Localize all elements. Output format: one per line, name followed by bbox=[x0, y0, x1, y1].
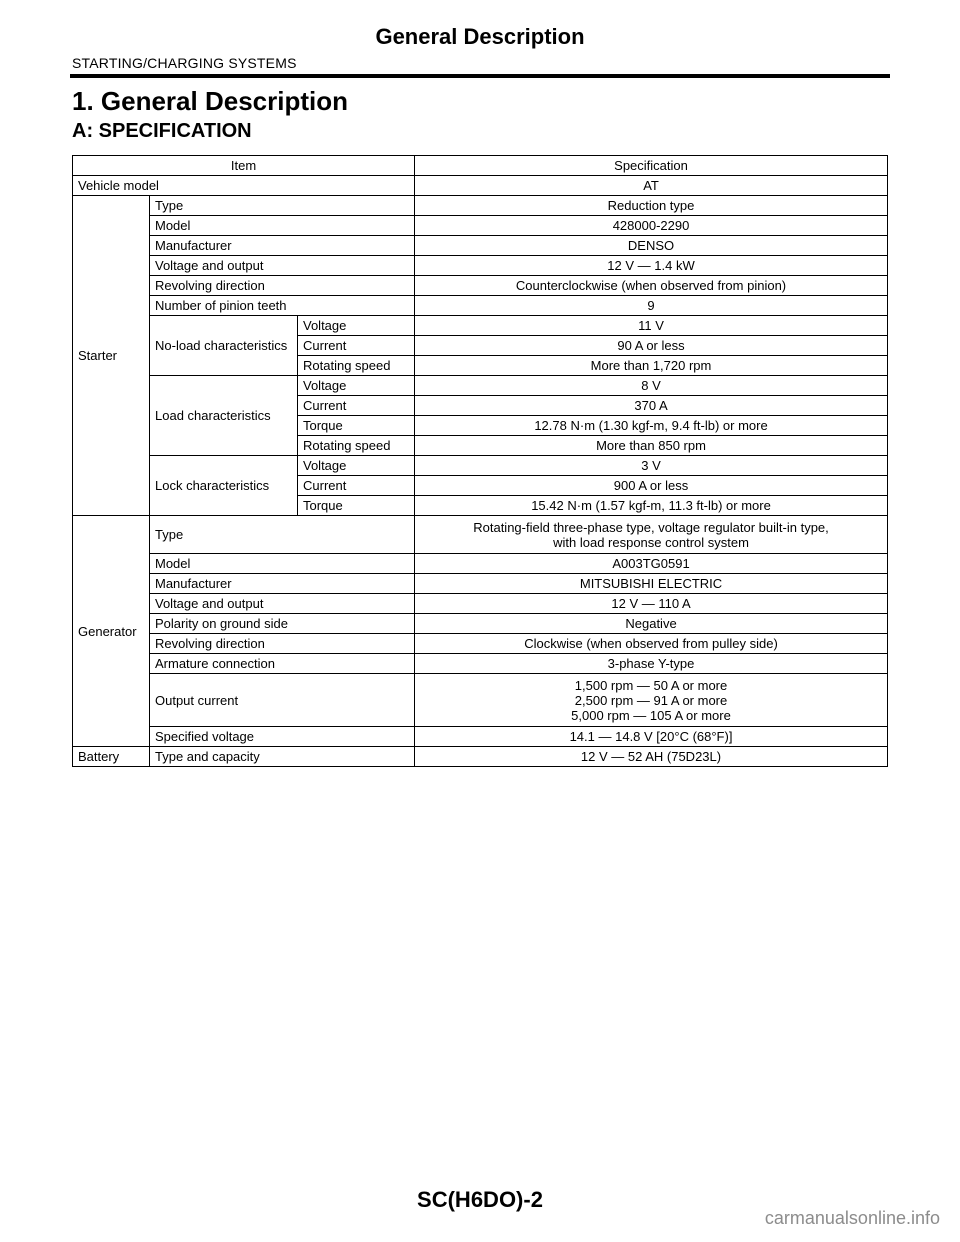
table-row bbox=[73, 516, 888, 554]
heading-general-description: 1. General Description bbox=[72, 86, 348, 116]
row-value: 11 V bbox=[415, 316, 888, 336]
row-label: Voltage and output bbox=[150, 256, 415, 276]
row-value: Reduction type bbox=[415, 196, 888, 216]
row-value: DENSO bbox=[415, 236, 888, 256]
row-label: Manufacturer bbox=[150, 574, 415, 594]
row-value: 3 V bbox=[415, 456, 888, 476]
watermark: carmanualsonline.info bbox=[764, 1208, 940, 1228]
row-label: Rotating speed bbox=[298, 436, 415, 456]
table-row bbox=[73, 654, 888, 674]
row-value: A003TG0591 bbox=[415, 554, 888, 574]
row-label: Armature connection bbox=[150, 654, 415, 674]
row-label: Current bbox=[298, 476, 415, 496]
row-value: Counterclockwise (when observed from pinion) bbox=[415, 276, 888, 296]
row-value: 12.78 N·m (1.30 kgf-m, 9.4 ft-lb) or more bbox=[415, 416, 888, 436]
table-row bbox=[73, 296, 888, 316]
output-current-line-3: 5,000 rpm — 105 A or more bbox=[571, 707, 731, 723]
row-label: Model bbox=[150, 554, 415, 574]
output-current-line-2: 2,500 rpm — 91 A or more bbox=[574, 692, 728, 708]
group-label-starter: Starter bbox=[73, 196, 150, 516]
row-value: 14.1 — 14.8 V [20°C (68°F)] bbox=[415, 727, 888, 747]
row-label: Current bbox=[298, 396, 415, 416]
heading-specification: A: SPECIFICATION bbox=[72, 120, 252, 142]
table-row bbox=[73, 196, 888, 216]
row-value: 3-phase Y-type bbox=[415, 654, 888, 674]
table-row bbox=[73, 376, 888, 396]
row-label: Voltage bbox=[298, 456, 415, 476]
row-value: 12 V — 52 AH (75D23L) bbox=[415, 747, 888, 767]
row-label: Voltage bbox=[298, 316, 415, 336]
row-label: Type and capacity bbox=[150, 747, 415, 767]
row-label: Revolving direction bbox=[150, 276, 415, 296]
row-value-multiline bbox=[415, 516, 888, 554]
table-row bbox=[73, 727, 888, 747]
row-label: Torque bbox=[298, 416, 415, 436]
group-label-generator: Generator bbox=[73, 516, 150, 747]
table-row bbox=[73, 316, 888, 336]
row-value: 90 A or less bbox=[415, 336, 888, 356]
section-name: STARTING/CHARGING SYSTEMS bbox=[72, 55, 297, 71]
row-label: Voltage and output bbox=[150, 594, 415, 614]
col-header-specification: Specification bbox=[415, 156, 888, 176]
output-current-line-1: 1,500 rpm — 50 A or more bbox=[574, 677, 728, 693]
subgroup-label-load: Load characteristics bbox=[150, 376, 298, 456]
table-row bbox=[73, 674, 888, 727]
table-row bbox=[73, 574, 888, 594]
row-label: Rotating speed bbox=[298, 356, 415, 376]
row-label: Type bbox=[150, 196, 415, 216]
row-value: 12 V — 110 A bbox=[415, 594, 888, 614]
row-label: Specified voltage bbox=[150, 727, 415, 747]
subgroup-label-noload: No-load characteristics bbox=[150, 316, 298, 376]
subgroup-label-lock: Lock characteristics bbox=[150, 456, 298, 516]
table-row bbox=[73, 554, 888, 574]
header-rule bbox=[70, 74, 890, 78]
table-row bbox=[73, 216, 888, 236]
row-value: 9 bbox=[415, 296, 888, 316]
table-row bbox=[73, 614, 888, 634]
specification-table bbox=[72, 155, 888, 767]
row-label: Type bbox=[150, 516, 415, 554]
generator-type-line-1: Rotating-field three-phase type, voltage regulator built-in type, bbox=[473, 519, 829, 535]
row-value: Clockwise (when observed from pulley side) bbox=[415, 634, 888, 654]
page-number: SC(H6DO)-2 bbox=[417, 1187, 543, 1212]
row-value: 12 V — 1.4 kW bbox=[415, 256, 888, 276]
row-label: Output current bbox=[150, 674, 415, 727]
row-value: 428000-2290 bbox=[415, 216, 888, 236]
row-value: 900 A or less bbox=[415, 476, 888, 496]
group-label-battery: Battery bbox=[73, 747, 150, 767]
row-label: Revolving direction bbox=[150, 634, 415, 654]
row-value: AT bbox=[415, 176, 888, 196]
table-row bbox=[73, 456, 888, 476]
table-row bbox=[73, 634, 888, 654]
table-row bbox=[73, 747, 888, 767]
col-header-item: Item bbox=[73, 156, 415, 176]
row-label: Number of pinion teeth bbox=[150, 296, 415, 316]
table-header-row bbox=[73, 156, 888, 176]
table-row bbox=[73, 256, 888, 276]
row-value: 370 A bbox=[415, 396, 888, 416]
row-label: Current bbox=[298, 336, 415, 356]
page-header-title: General Description bbox=[375, 24, 585, 49]
generator-type-line-2: with load response control system bbox=[553, 534, 749, 550]
table-row bbox=[73, 176, 888, 196]
row-label: Voltage bbox=[298, 376, 415, 396]
row-label: Torque bbox=[298, 496, 415, 516]
row-label: Polarity on ground side bbox=[150, 614, 415, 634]
table-row bbox=[73, 594, 888, 614]
row-value: More than 1,720 rpm bbox=[415, 356, 888, 376]
row-value: 8 V bbox=[415, 376, 888, 396]
row-label: Model bbox=[150, 216, 415, 236]
row-value: Negative bbox=[415, 614, 888, 634]
row-label: Vehicle model bbox=[73, 176, 415, 196]
row-value-multiline bbox=[415, 674, 888, 727]
row-label: Manufacturer bbox=[150, 236, 415, 256]
table-row bbox=[73, 276, 888, 296]
row-value: More than 850 rpm bbox=[415, 436, 888, 456]
table-row bbox=[73, 236, 888, 256]
row-value: 15.42 N·m (1.57 kgf-m, 11.3 ft-lb) or more bbox=[415, 496, 888, 516]
row-value: MITSUBISHI ELECTRIC bbox=[415, 574, 888, 594]
